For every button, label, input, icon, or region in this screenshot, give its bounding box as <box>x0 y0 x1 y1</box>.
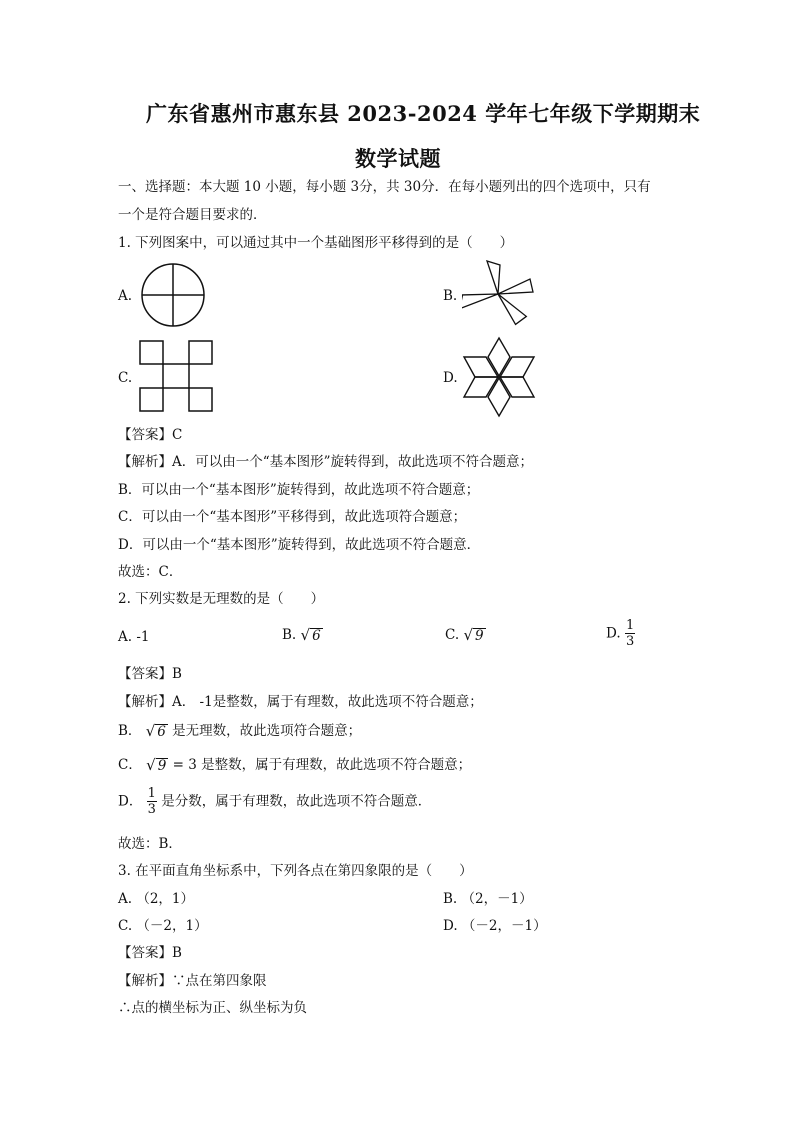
q1-figure-a-circle-cross <box>140 262 206 328</box>
q3-option-a: A. （2，1） <box>118 891 195 907</box>
q2-analysis-line4-fraction <box>147 786 157 817</box>
q1-analysis-line1: 【解析】A．可以由一个“基本图形”旋转得到，故此选项不符合题意； <box>118 454 534 470</box>
q1-stem: 1. 下列图案中，可以通过其中一个基础图形平移得到的是（ ） <box>118 235 514 251</box>
q2-analysis-line3-equals: = 3 <box>172 757 197 773</box>
q3-option-b: B. （2，－1） <box>443 891 533 907</box>
q1-option-a-label: A. <box>118 288 133 304</box>
q2-analysis-line4 <box>118 786 431 817</box>
q1-option-c-label: C. <box>118 370 133 386</box>
q2-analysis-line2-prefix: B． <box>118 723 142 739</box>
q3-option-c: C. （－2，1） <box>118 918 208 934</box>
q2-stem: 2. 下列实数是无理数的是（ ） <box>118 591 325 607</box>
q2-analysis-line3-sqrt: √ 9 <box>146 756 167 774</box>
section-header-line2: 一个是符合题目要求的． <box>118 207 267 223</box>
q2-option-c <box>445 626 486 645</box>
q2-analysis-line4-suffix: 是分数，属于有理数，故此选项不符合题意． <box>161 793 432 810</box>
q2-option-c-sqrt: √ 9 <box>463 626 484 644</box>
q3-analysis-line1: 【解析】∵点在第四象限 <box>118 973 267 989</box>
q2-option-d-label: D. <box>606 625 621 642</box>
q1-analysis-line2: B．可以由一个“基本图形”旋转得到，故此选项不符合题意； <box>118 482 480 498</box>
q2-analysis-line2-radicand: 6 <box>157 724 166 740</box>
q2-option-c-radicand: 9 <box>475 628 484 644</box>
q2-option-b <box>282 626 323 645</box>
q2-option-b-sqrt: √ 6 <box>300 626 321 644</box>
q3-analysis-line2: ∴点的横坐标为正、纵坐标为负 <box>118 1000 307 1016</box>
q2-choose: 故选：B． <box>118 836 182 852</box>
q2-analysis-line3 <box>118 756 471 775</box>
q1-analysis-line3: C．可以由一个“基本图形”平移得到，故此选项符合题意； <box>118 509 467 525</box>
q3-stem: 3. 在平面直角坐标系中，下列各点在第四象限的是（ ） <box>118 863 473 879</box>
q2-option-c-label: C. <box>445 627 460 643</box>
q1-analysis-line4: D．可以由一个“基本图形”旋转得到，故此选项不符合题意． <box>118 537 481 553</box>
q2-option-b-label: B. <box>282 627 297 643</box>
q3-answer: 【答案】B <box>118 945 182 961</box>
q1-answer: 【答案】C <box>118 427 183 443</box>
q2-option-d <box>606 618 635 649</box>
doc-title-line1: 广东省惠州市惠东县 2023-2024 学年七年级下学期期末 <box>146 101 701 126</box>
q2-analysis-line2 <box>118 722 361 741</box>
q2-analysis-line4-prefix: D． <box>118 793 143 810</box>
q1-figure-b-pinwheel <box>462 260 534 328</box>
fraction-denominator: 3 <box>147 802 156 817</box>
q2-analysis-line2-suffix: 是无理数，故此选项符合题意； <box>172 723 362 739</box>
section-header-line1: 一、选择题：本大题 10 小题，每小题 3分，共 30分．在每小题列出的四个选项中，只有 <box>118 179 651 195</box>
q2-analysis-line1: 【解析】A． -1是整数，属于有理数，故此选项不符合题意； <box>118 694 483 710</box>
q2-option-b-radicand: 6 <box>312 628 321 644</box>
q3-option-d: D. （－2，－1） <box>443 918 547 934</box>
q1-figure-d-six-rhombus-star <box>462 336 536 418</box>
q2-option-a: A. -1 <box>118 629 150 645</box>
q1-option-b-label: B. <box>443 288 458 304</box>
q2-analysis-line3-suffix: 是整数，属于有理数，故此选项不符合题意； <box>201 757 472 773</box>
q2-answer: 【答案】B <box>118 666 182 682</box>
q2-analysis-line2-sqrt: √ 6 <box>145 722 166 740</box>
fraction-denominator: 3 <box>625 634 635 649</box>
q1-figure-c-squares <box>138 339 214 413</box>
q1-option-d-label: D. <box>443 370 458 386</box>
q2-analysis-line3-prefix: C． <box>118 757 142 773</box>
doc-title-line2: 数学试题 <box>355 146 441 171</box>
q1-choose: 故选：C． <box>118 564 183 580</box>
fraction-numerator: 1 <box>625 618 635 633</box>
q2-analysis-line3-radicand: 9 <box>157 758 167 774</box>
fraction-numerator: 1 <box>147 786 156 801</box>
q2-option-d-fraction <box>625 618 635 649</box>
